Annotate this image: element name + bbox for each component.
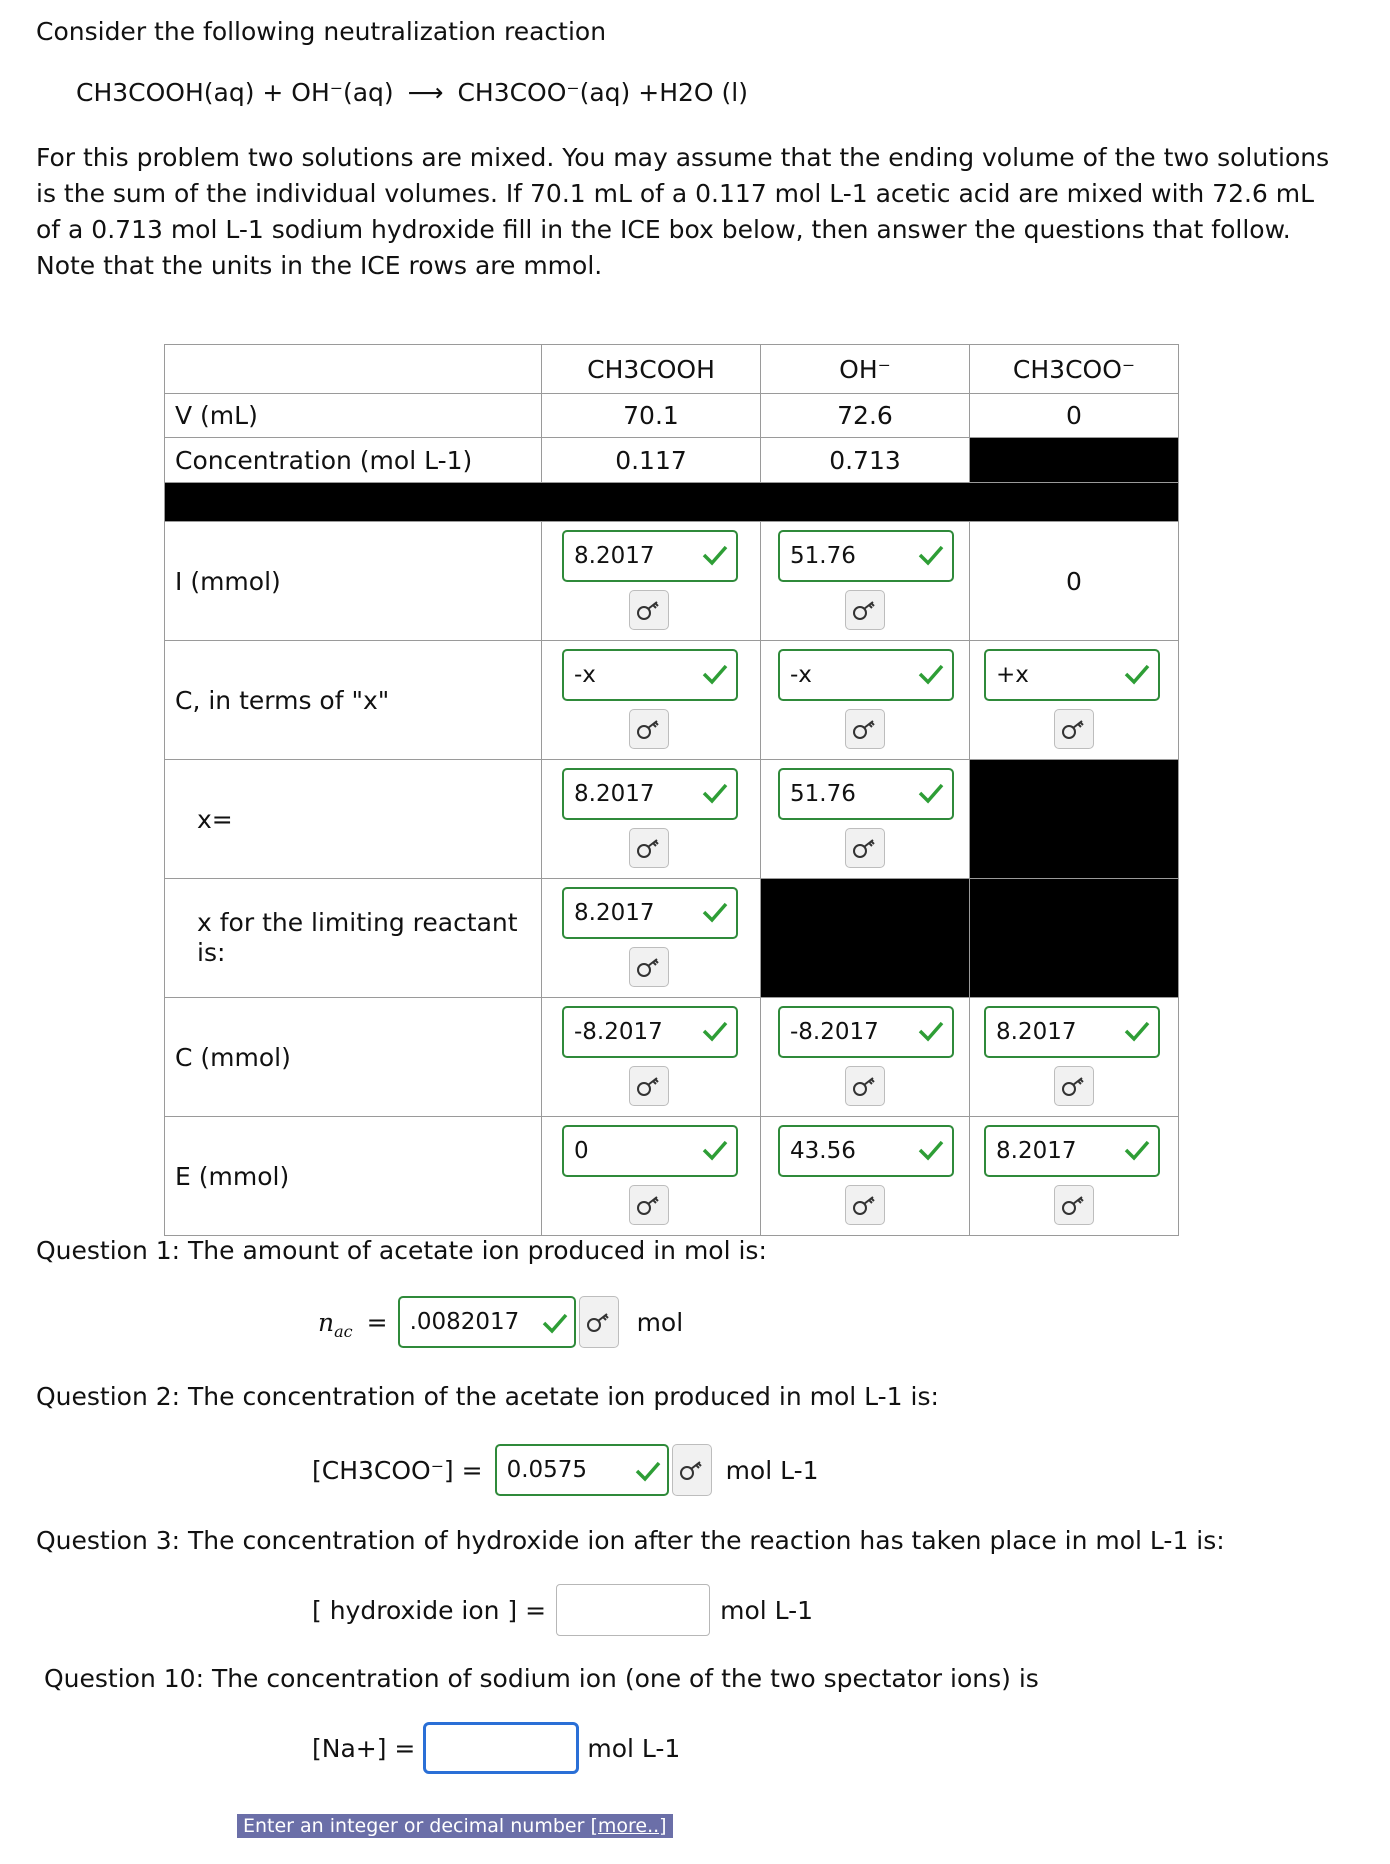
blocked-cell [970,760,1179,879]
key-icon[interactable] [629,1066,669,1106]
x-eq-hydroxide-value: 51.76 [790,781,856,807]
ice-header-blank [165,345,542,394]
key-icon[interactable] [1054,1066,1094,1106]
x-eq-acid-input[interactable] [562,768,738,820]
q1-answer-line [318,1296,683,1348]
q10-unit: mol L-1 [587,1733,681,1763]
key-icon[interactable] [672,1444,712,1496]
check-icon [542,1312,568,1334]
input-hint-tooltip [237,1814,673,1838]
hint-text: Enter an integer or decimal number [243,1815,585,1837]
key-icon[interactable] [629,1185,669,1225]
change-x-acid-value: -x [574,662,596,688]
x-limiting-value: 8.2017 [574,900,655,926]
check-icon [918,544,944,566]
check-icon [918,1020,944,1042]
row-label-volume: V (mL) [165,394,542,438]
question-10: Question 10: The concentration of sodium ion (one of the two spectator ions) is [44,1664,1039,1693]
initial-hydroxide-value: 51.76 [790,543,856,569]
q2-label: [CH3COO⁻] = [312,1455,483,1485]
question-1: Question 1: The amount of acetate ion produced in mol is: [36,1236,767,1265]
check-icon [635,1460,661,1482]
key-icon[interactable] [629,947,669,987]
end-hydroxide-input[interactable] [778,1125,954,1177]
row-label-initial: I (mmol) [165,522,542,641]
check-icon [702,901,728,923]
q3-answer-line [312,1584,813,1636]
initial-acetate: 0 [970,522,1179,641]
row-label-concentration: Concentration (mol L-1) [165,438,542,483]
q2-answer-input[interactable] [495,1444,669,1496]
change-x-acid-input[interactable] [562,649,738,701]
x-limiting-label: x for the limiting reactant is: [197,908,518,967]
reaction-reactants: CH3COOH(aq) + OH⁻(aq) [76,78,394,107]
check-icon [1124,663,1150,685]
key-icon[interactable] [579,1296,619,1348]
reaction-equation [76,78,748,107]
key-icon[interactable] [1054,709,1094,749]
na-concentration-input[interactable] [423,1722,579,1774]
change-acid-input[interactable] [562,1006,738,1058]
q2-answer-line [312,1444,819,1496]
change-acid-value: -8.2017 [574,1019,663,1045]
change-x-hydroxide-value: -x [790,662,812,688]
q2-value: 0.0575 [506,1457,588,1483]
q3-answer-input[interactable] [556,1584,710,1636]
q2-unit: mol L-1 [725,1455,819,1485]
check-icon [1124,1139,1150,1161]
volume-acetate: 0 [970,394,1179,438]
ice-header-acetate: CH3COO⁻ [970,345,1179,394]
check-icon [702,1020,728,1042]
change-x-hydroxide-input[interactable] [778,649,954,701]
check-icon [918,663,944,685]
key-icon[interactable] [845,1066,885,1106]
hint-more-link[interactable]: [more..] [590,1815,667,1837]
initial-acid-input[interactable] [562,530,738,582]
q3-label: [ hydroxide ion ] = [312,1595,547,1625]
row-label-change: C (mmol) [165,998,542,1117]
change-hydroxide-value: -8.2017 [790,1019,879,1045]
check-icon [918,1139,944,1161]
row-label-x-eq: x= [165,760,542,879]
q1-equals: = [366,1307,388,1337]
x-eq-acid-value: 8.2017 [574,781,655,807]
check-icon [1124,1020,1150,1042]
end-acid-input[interactable] [562,1125,738,1177]
ice-table [164,344,1179,1236]
q1-answer-input[interactable] [398,1296,576,1348]
q1-unit: mol [636,1307,684,1337]
blocked-cell [761,879,970,998]
end-acetate-value: 8.2017 [996,1138,1077,1164]
change-acetate-value: 8.2017 [996,1019,1077,1045]
blocked-cell [970,879,1179,998]
intro-text: Consider the following neutralization reaction [36,17,607,46]
change-acetate-input[interactable] [984,1006,1160,1058]
initial-hydroxide-input[interactable] [778,530,954,582]
key-icon[interactable] [629,828,669,868]
reaction-arrow: ⟶ [407,78,444,107]
check-icon [702,544,728,566]
concentration-acid: 0.117 [542,438,761,483]
check-icon [918,782,944,804]
q1-value: .0082017 [409,1309,520,1335]
row-label-end: E (mmol) [165,1117,542,1236]
q10-answer-line [312,1722,680,1774]
x-limiting-input[interactable] [562,887,738,939]
concentration-hydroxide: 0.713 [761,438,970,483]
blocked-cell [970,438,1179,483]
check-icon [702,782,728,804]
end-acetate-input[interactable] [984,1125,1160,1177]
initial-acid-value: 8.2017 [574,543,655,569]
check-icon [702,663,728,685]
q3-unit: mol L-1 [720,1595,814,1625]
q1-symbol: $n_{ac}$ [318,1307,353,1341]
row-label-change-x: C, in terms of "x" [165,641,542,760]
volume-hydroxide: 72.6 [761,394,970,438]
end-hydroxide-value: 43.56 [790,1138,856,1164]
volume-acid: 70.1 [542,394,761,438]
change-x-acetate-input[interactable] [984,649,1160,701]
change-hydroxide-input[interactable] [778,1006,954,1058]
key-icon[interactable] [629,709,669,749]
change-x-acetate-value: +x [996,662,1029,688]
ice-header-hydroxide: OH⁻ [761,345,970,394]
reaction-products: CH3COO⁻(aq) +H2O (l) [457,78,748,107]
key-icon[interactable] [845,709,885,749]
key-icon[interactable] [1054,1185,1094,1225]
key-icon[interactable] [629,590,669,630]
check-icon [702,1139,728,1161]
ice-header-acetic-acid: CH3COOH [542,345,761,394]
problem-statement: For this problem two solutions are mixed. You may assume that the ending volume of the two solutions is the sum of the individual volumes. If 70.1 mL of a 0.117 mol L-1 acetic acid are mixed with 72.6 mL of a 0.713 mol L-1 sodium hydroxide fill in the ICE box below, then answer the questions that follow. Note that the units in the ICE rows are mmol. [36,143,1330,280]
row-label-x-limiting [165,879,542,998]
key-icon[interactable] [845,828,885,868]
q10-label: [Na+] = [312,1733,416,1763]
question-2: Question 2: The concentration of the acetate ion produced in mol L-1 is: [36,1382,939,1411]
x-eq-hydroxide-input[interactable] [778,768,954,820]
end-acid-value: 0 [574,1138,589,1164]
question-3: Question 3: The concentration of hydroxide ion after the reaction has taken place in mol L-1 is: [36,1526,1225,1555]
key-icon[interactable] [845,590,885,630]
separator-bar [165,483,1179,522]
key-icon[interactable] [845,1185,885,1225]
